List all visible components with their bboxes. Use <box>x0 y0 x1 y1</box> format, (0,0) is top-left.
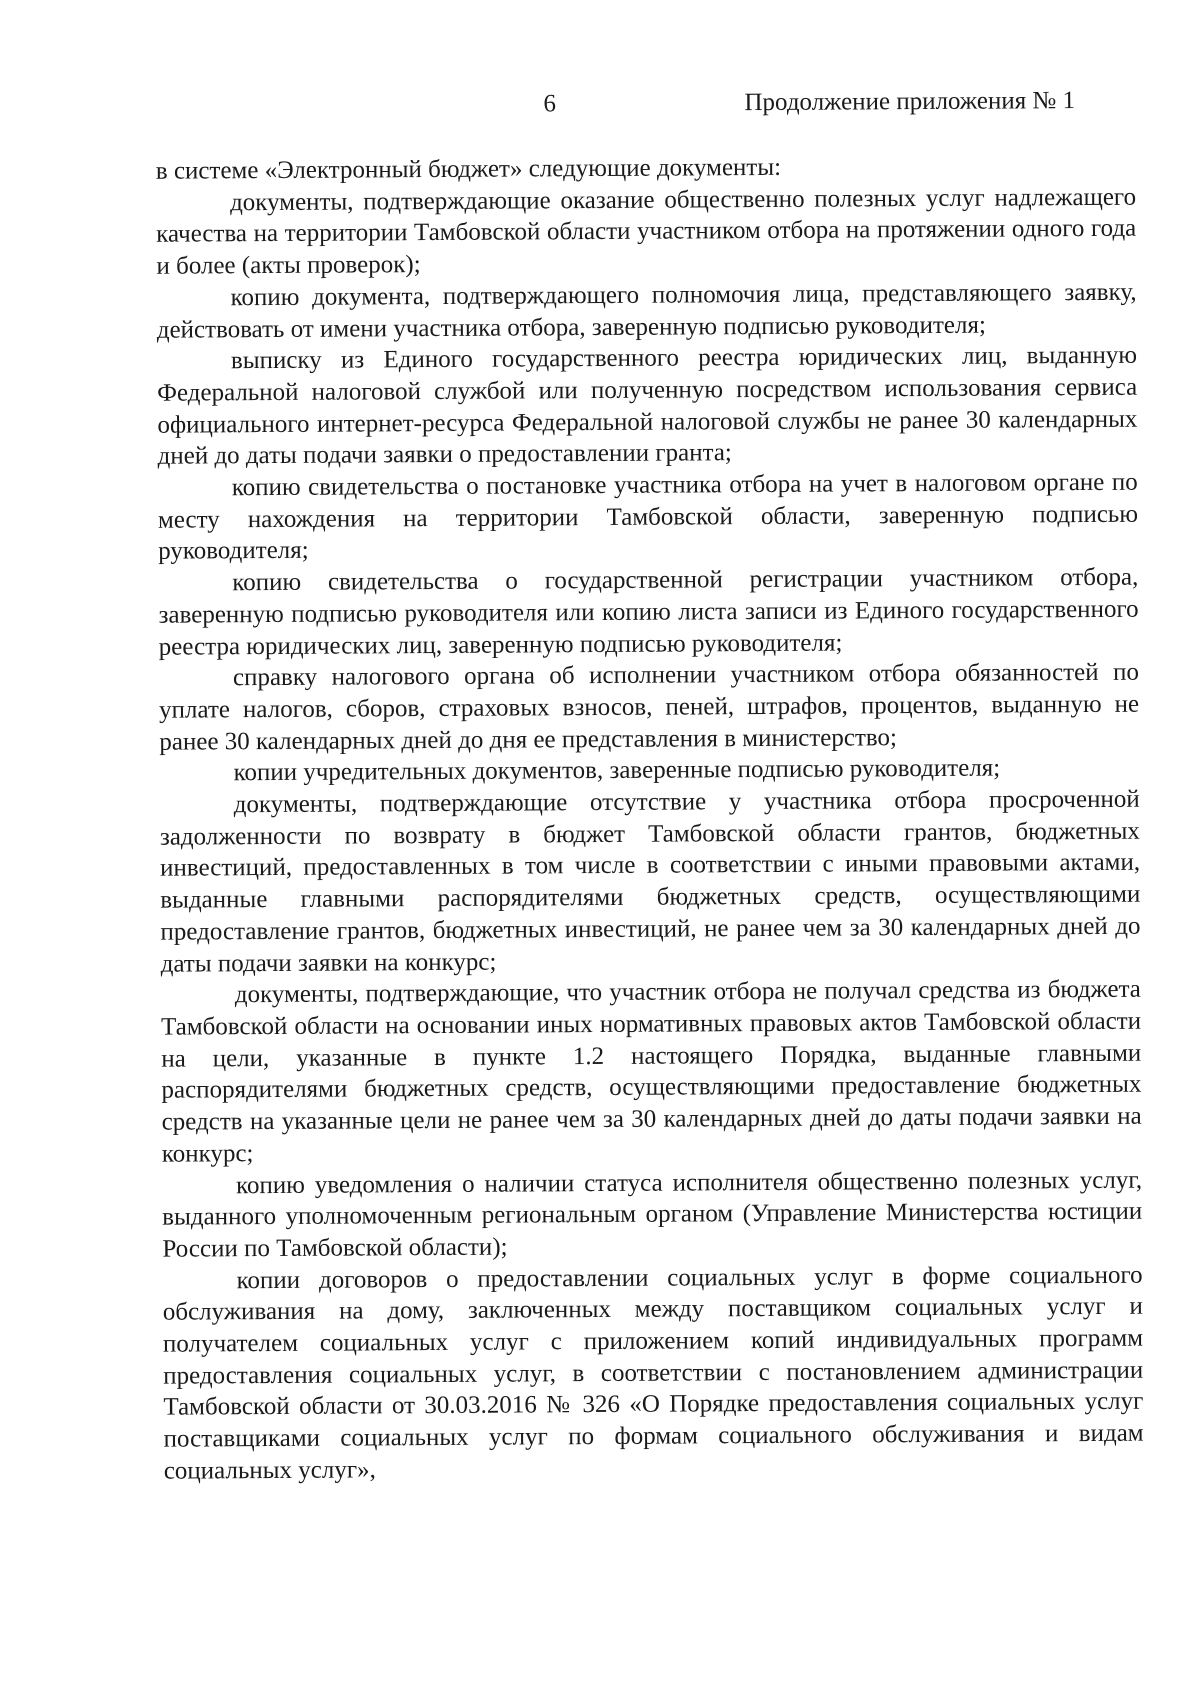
list-item-no-other-funding: документы, подтверждающие, что участник отбора не получал средства из бюджета Тамбовской области на основании иных нормативных правовых актов Тамбовской области на цели, указанные в пункте 1.2 настоящего Порядка, выданные главными распорядителями бюджетных средств, осуществляющими предоставление бюджетных средств на указанные цели не ранее чем за 30 календарных дней до даты подачи заявки на конкурс; <box>160 975 1142 1168</box>
appendix-continuation-title: Продолжение приложения № 1 <box>744 87 1076 117</box>
list-item-status-notice: копию уведомления о наличии статуса исполнителя общественно полезных услуг, выданного уполномоченным региональным органом (Управление Министерства юстиции России по Тамбовской области); <box>162 1166 1143 1263</box>
list-item-tax-registration: копию свидетельства о постановке участника отбора на учет в налоговом органе по месту нахождения на территории Тамбовской области, заверенную подписью руководителя; <box>157 468 1139 566</box>
list-item-quality-acts: документы, подтверждающие оказание общественно полезных услуг надлежащего качества на территории Тамбовской области участником отбора на протяжении одного года и более (акты проверок); <box>156 183 1137 280</box>
list-item-tax-certificate: справку налогового органа об исполнении участником отбора обязанностей по уплате налогов, сборов, страховых взносов, пеней, штрафов, процентов, выданную не ранее 30 календарных дней до дня ее представления в министерство; <box>159 658 1140 756</box>
list-item-service-contracts: копии договоров о предоставлении социальных услуг в форме социального обслуживания на дому, заключенных между поставщиком социальных услуг и получателем социальных услуг с приложением копий индивидуальных программ предоставления социальных услуг, в соответствии с постановлением администрации Тамбовской области от 30.03.2016 № 326 «О Порядке предоставления социальных услуг поставщиками социальных услуг по формам социального обслуживания и видам социальных услуг», <box>162 1261 1144 1485</box>
page-number: 6 <box>543 90 557 118</box>
document-body <box>156 150 1144 1487</box>
list-item-state-registration: копию свидетельства о государственной регистрации участником отбора, заверенную подписью руководителя или копию листа записи из Единого государственного реестра юридических лиц, заверенную подписью руководителя; <box>158 563 1139 661</box>
paragraph-intro: в системе «Электронный бюджет» следующие документы: <box>155 153 782 185</box>
list-item-founding-documents: копии учредительных документов, заверенные подписью руководителя; <box>233 754 1001 787</box>
page-header <box>0 86 1196 127</box>
list-item-authority-copy: копию документа, подтверждающего полномочия лица, представляющего заявку, действовать от имени участника отбора, заверенную подписью руководителя; <box>156 278 1137 344</box>
list-item-no-debt: документы, подтверждающие отсутствие у участника отбора просроченной задолженности по возврату в бюджет Тамбовской области грантов, бюджетных инвестиций, предоставленных в том числе в соответствии с иными правовыми актами, выданные главными распорядителями бюджетных средств, осуществляющими предоставление грантов, бюджетных инвестиций, не ранее чем за 30 календарных дней до даты подачи заявки на конкурс; <box>159 785 1141 978</box>
list-item-egrul-extract: выписку из Единого государственного реестра юридических лиц, выданную Федеральной налоговой службой или полученную посредством использования сервиса официального интернет-ресурса Федеральной налоговой службы не ранее 30 календарных дней до даты подачи заявки о предоставлении гранта; <box>157 341 1138 471</box>
